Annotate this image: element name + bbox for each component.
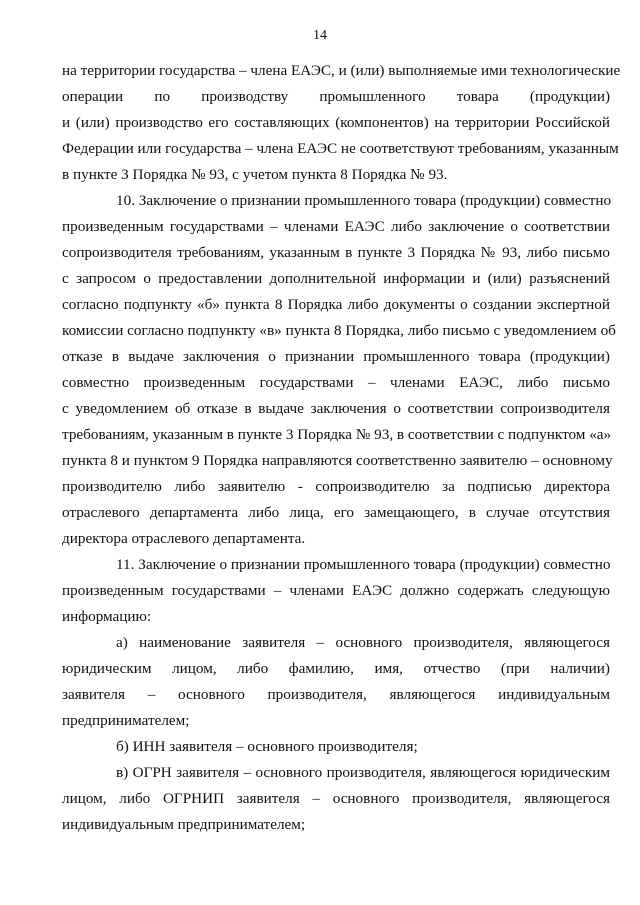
paragraph-10 xyxy=(62,188,616,552)
text-line: с запросом о предоставлении дополнительной информации и (или) разъяснений xyxy=(62,270,610,287)
text-line: на территории государства – члена ЕАЭС, и (или) выполняемые ими технологические xyxy=(62,62,621,79)
text-line: б) ИНН заявителя – основного производителя; xyxy=(116,738,418,755)
text-line: отраслевого департамента либо лица, его замещающего, в случае отсутствия xyxy=(62,504,610,521)
text-line: производителю либо заявителю - сопроизводителю за подписью директора xyxy=(62,478,610,495)
text-line: пункта 8 и пунктом 9 Порядка направляются соответственно заявителю – основному xyxy=(62,452,613,469)
text-line: произведенным государствами – членами ЕАЭС либо заключение о соответствии xyxy=(62,218,610,235)
text-line: лицом, либо ОГРНИП заявителя – основного производителя, являющегося xyxy=(62,790,610,807)
text-line: заявителя – основного производителя, являющегося индивидуальным xyxy=(62,686,610,703)
text-line: и (или) производство его составляющих (компонентов) на территории Российской xyxy=(62,114,610,131)
text-line: директора отраслевого департамента. xyxy=(62,530,306,547)
text-line: операции по производству промышленного товара (продукции) xyxy=(62,88,610,105)
text-line: а) наименование заявителя – основного производителя, являющегося xyxy=(116,634,610,651)
text-line: в пункте 3 Порядка № 93, с учетом пункта 8 Порядка № 93. xyxy=(62,166,448,183)
text-line: с уведомлением об отказе в выдаче заключения о соответствии сопроизводителя xyxy=(62,400,610,417)
list-item-v xyxy=(62,760,610,838)
text-line: Федерации или государства – члена ЕАЭС не соответствуют требованиям, указанным xyxy=(62,140,619,157)
text-line: отказе в выдаче заключения о признании промышленного товара (продукции) xyxy=(62,348,610,365)
text-line: 10. Заключение о признании промышленного товара (продукции) совместно xyxy=(116,192,612,209)
text-line: 11. Заключение о признании промышленного товара (продукции) совместно xyxy=(116,556,611,573)
list-item-b xyxy=(62,734,610,760)
paragraph-continuation xyxy=(62,58,621,188)
text-line: информацию: xyxy=(62,608,152,625)
text-line: требованиям, указанным в пункте 3 Порядка № 93, в соответствии с подпунктом «а» xyxy=(62,426,612,443)
text-line: предпринимателем; xyxy=(62,712,190,729)
page-number: 14 xyxy=(313,28,327,43)
paragraph-11 xyxy=(62,552,610,630)
text-line: в) ОГРН заявителя – основного производителя, являющегося юридическим xyxy=(116,764,610,781)
text-line: совместно произведенным государствами – членами ЕАЭС, либо письмо xyxy=(62,374,610,391)
text-line: индивидуальным предпринимателем; xyxy=(62,816,306,833)
text-line: согласно подпункту «б» пункта 8 Порядка либо документы о создании экспертной xyxy=(62,296,610,313)
text-line: сопроизводителя требованиям, указанным в пункте 3 Порядка № 93, либо письмо xyxy=(62,244,610,261)
list-item-a xyxy=(62,630,610,734)
text-line: комиссии согласно подпункту «в» пункта 8 Порядка, либо письмо с уведомлением об xyxy=(62,322,616,339)
document-body xyxy=(62,58,621,838)
text-line: юридическим лицом, либо фамилию, имя, отчество (при наличии) xyxy=(62,660,610,677)
text-line: произведенным государствами – членами ЕАЭС должно содержать следующую xyxy=(62,582,610,599)
